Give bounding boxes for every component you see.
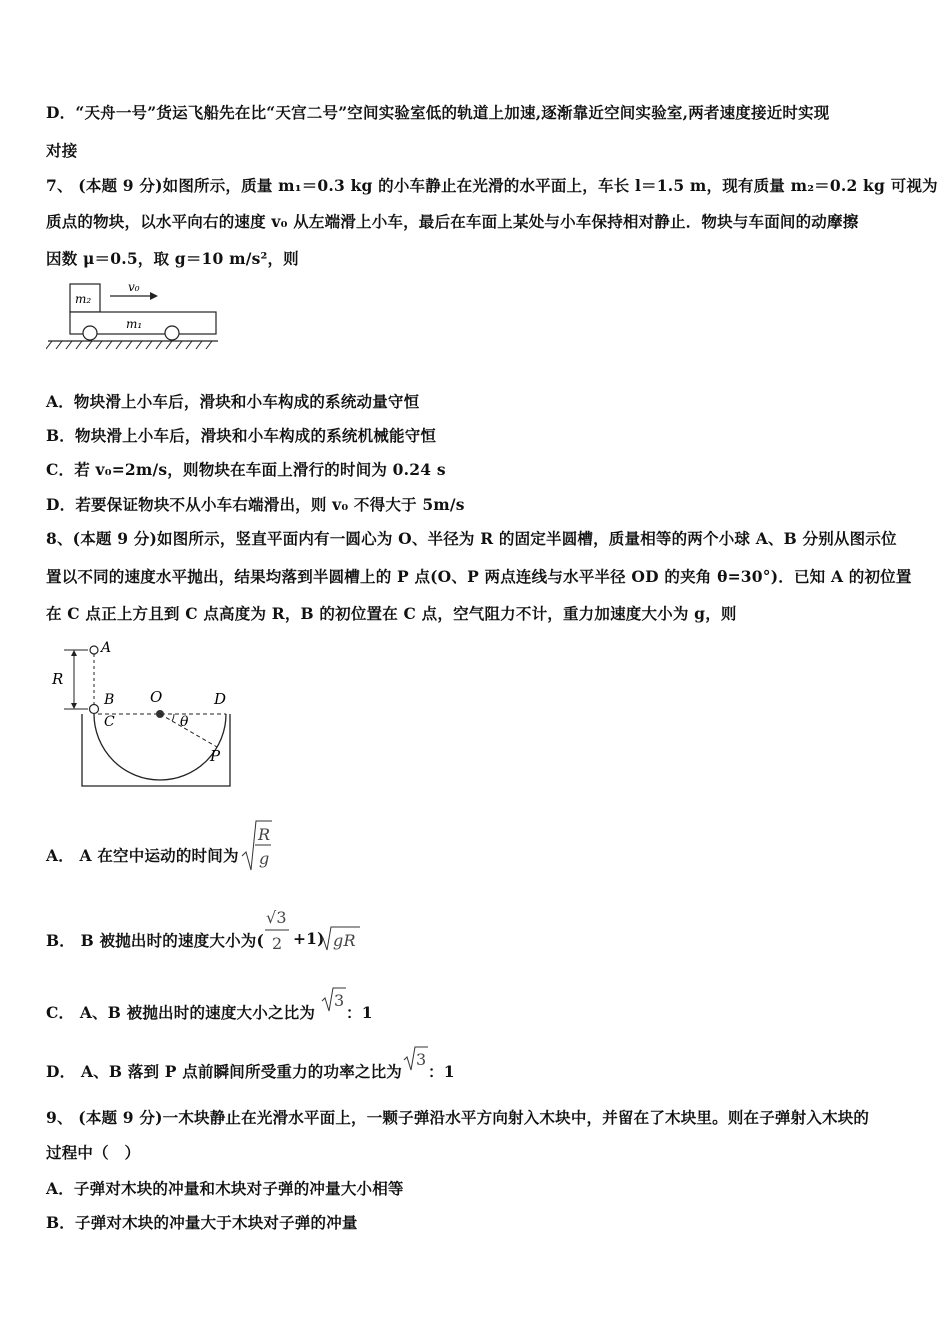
q8-stem-line1: 8、(本题 9 分)如图所示，竖直平面内有一圆心为 O、半径为 R 的固定半圆槽，质量相等的两个小球 A、B 分别从图示位 xyxy=(46,529,897,548)
q8-label-theta: θ xyxy=(180,714,189,730)
q8-stem-line2: 置以不同的速度水平抛出，结果均落到半圆槽上的 P 点(O、P 两点连线与水平半径 OD 的夹角 θ=30°)．已知 A 的初位置 xyxy=(46,567,912,586)
q8-option-c-tail: ：1 xyxy=(346,1003,373,1022)
q8-option-c-sqrt xyxy=(320,985,348,1013)
q8-label-b: B xyxy=(104,692,115,708)
q6-option-d-line1: D．“天舟一号”货运飞船先在比“天宫二号”空间实验室低的轨道上加速,逐渐靠近空间实验室,两者速度接近时实现 xyxy=(46,103,830,122)
q8-option-c-sqrt-val: 3 xyxy=(334,991,345,1010)
q8-option-d-sqrt xyxy=(402,1044,430,1072)
q7-cart-figure xyxy=(46,278,222,352)
q8-option-d-tail: ：1 xyxy=(428,1062,455,1081)
q8-option-b xyxy=(46,903,446,959)
q7-option-d: D．若要保证物块不从小车右端滑出，则 v₀ 不得大于 5m/s xyxy=(46,495,465,514)
q7-option-b: B．物块滑上小车后，滑块和小车构成的系统机械能守恒 xyxy=(46,426,437,445)
q8-semicircle-figure xyxy=(46,636,246,792)
q8-label-a: A xyxy=(101,640,112,656)
q8-option-a-num: R xyxy=(258,825,271,844)
q8-option-b-frac-num: √3 xyxy=(266,908,287,927)
q8-option-a-text: A． A 在空中运动的时间为 xyxy=(46,846,239,865)
q8-option-b-frac xyxy=(262,903,292,959)
q8-stem-line3: 在 C 点正上方且到 C 点高度为 R，B 的初位置在 C 点，空气阻力不计，重力加速度大小为 g，则 xyxy=(46,604,737,623)
q8-option-b-sqrt xyxy=(318,923,362,953)
q8-option-b-sqrt-val: gR xyxy=(333,931,356,950)
q8-option-a-den: g xyxy=(259,849,270,868)
q7-block-label: m₂ xyxy=(75,292,92,306)
q7-stem-line2: 质点的物块，以水平向右的速度 v₀ 从左端滑上小车，最后在车面上某处与小车保持相对静止．物块与车面间的动摩擦 xyxy=(46,212,859,231)
q8-option-d-sqrt-val: 3 xyxy=(416,1050,427,1069)
q9-stem-line2: 过程中（ ） xyxy=(46,1143,141,1162)
q8-option-b-text: B． B 被抛出时的速度大小为( xyxy=(46,931,265,950)
q7-cart-label: m₁ xyxy=(126,317,143,331)
q8-label-o: O xyxy=(150,688,163,706)
q8-option-d-text: D． A、B 落到 P 点前瞬间所受重力的功率之比为 xyxy=(46,1062,403,1081)
q9-stem-line1: 9、 (本题 9 分)一木块静止在光滑水平面上，一颗子弹沿水平方向射入木块中，并留在了木块里。则在子弹射入木块的 xyxy=(46,1108,870,1127)
q8-option-b-frac-den: 2 xyxy=(272,934,283,953)
q7-option-c: C．若 v₀=2m/s，则物块在车面上滑行的时间为 0.24 s xyxy=(46,460,446,479)
q7-velocity-label: v₀ xyxy=(128,280,140,294)
q7-stem-line3: 因数 μ＝0.5，取 g＝10 m/s²，则 xyxy=(46,249,299,268)
q8-option-a-sqrt xyxy=(240,818,274,874)
q8-label-p: P xyxy=(210,747,221,765)
q8-option-d xyxy=(46,1044,486,1084)
q8-option-b-tail: +1) xyxy=(293,929,325,948)
q7-option-a: A．物块滑上小车后，滑块和小车构成的系统动量守恒 xyxy=(46,392,420,411)
q7-stem-line1: 7、 (本题 9 分)如图所示，质量 m₁＝0.3 kg 的小车静止在光滑的水平面上，车长 l＝1.5 m，现有质量 m₂＝0.2 kg 可视为 xyxy=(46,176,938,195)
q6-option-d-line2: 对接 xyxy=(46,141,78,160)
q8-option-c xyxy=(46,985,446,1025)
q8-label-d: D xyxy=(214,690,227,708)
q8-radius-label: R xyxy=(52,670,64,688)
q9-option-b: B．子弹对木块的冲量大于木块对子弹的冲量 xyxy=(46,1213,358,1232)
q8-label-c: C xyxy=(104,714,115,730)
q8-option-c-text: C． A、B 被抛出时的速度大小之比为 xyxy=(46,1003,316,1022)
q9-option-a: A．子弹对木块的冲量和木块对子弹的冲量大小相等 xyxy=(46,1179,404,1198)
